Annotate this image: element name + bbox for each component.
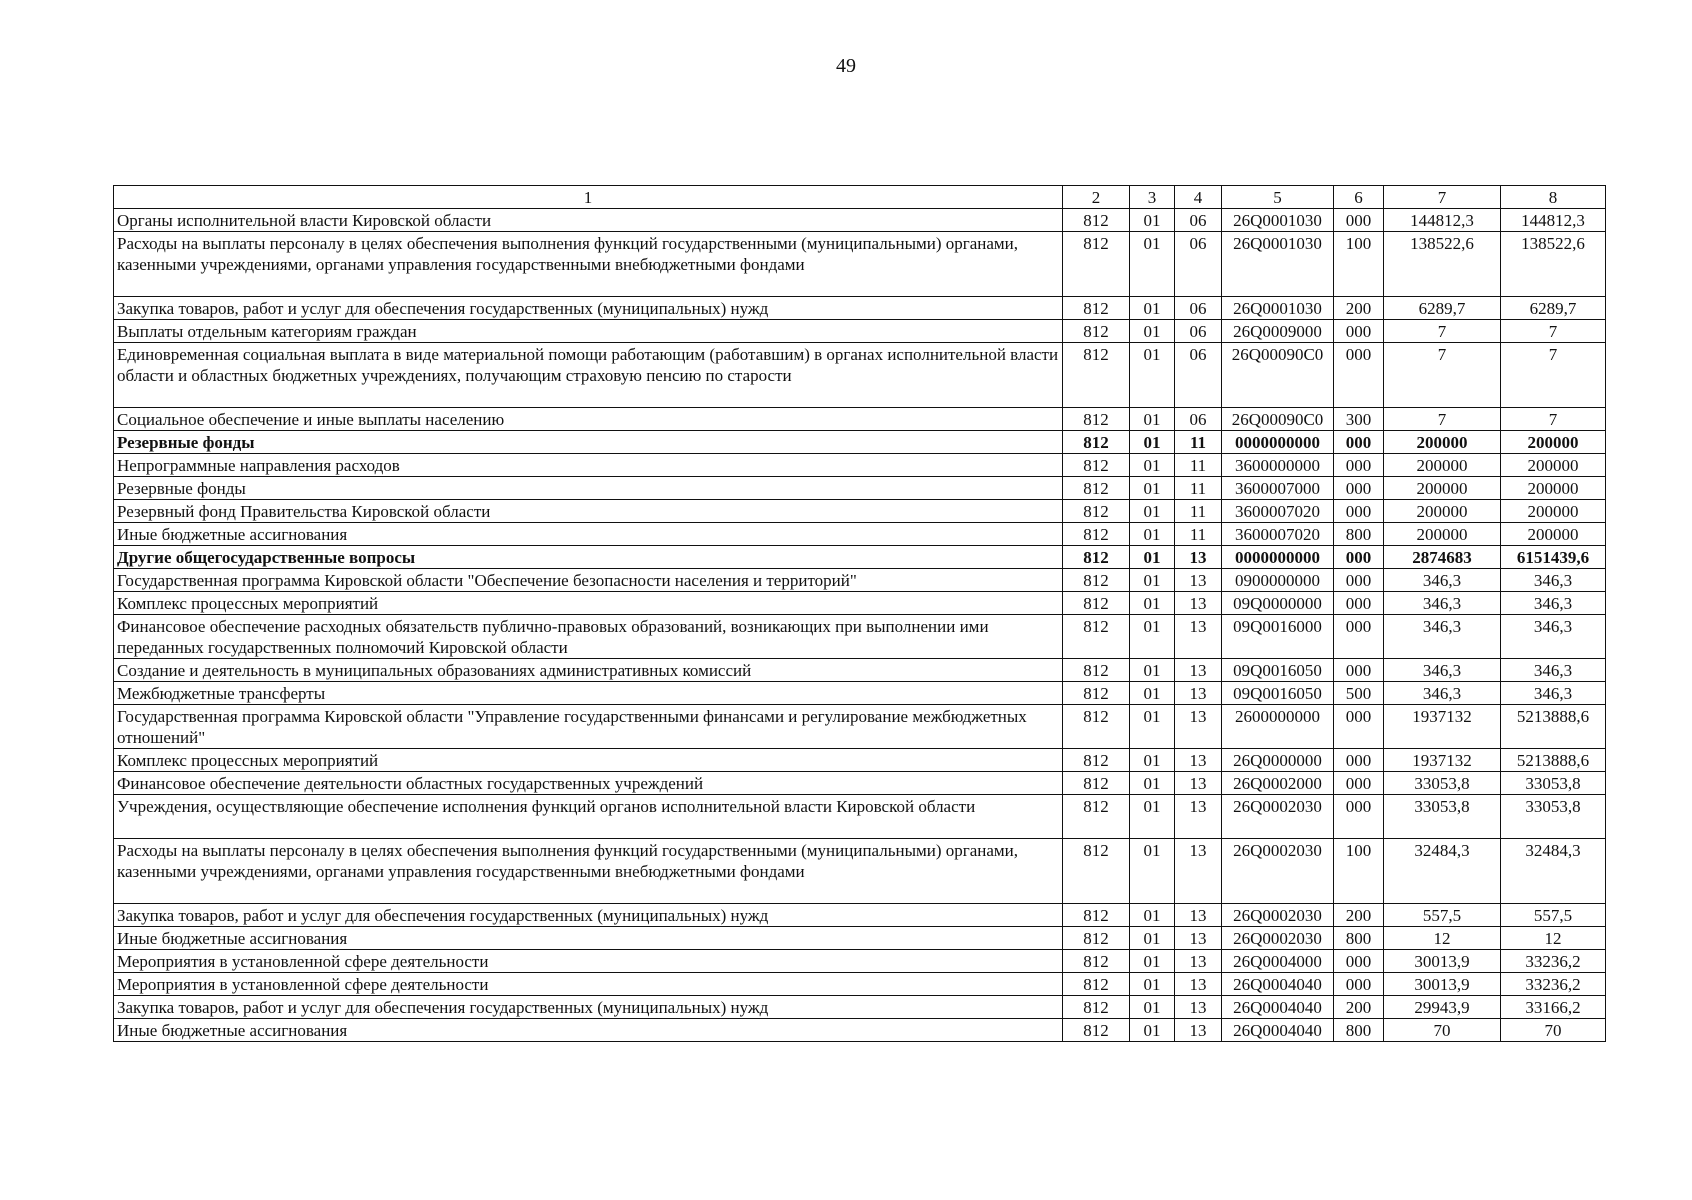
table-row xyxy=(114,927,1606,950)
row-amount-col7: 2874683 xyxy=(1384,546,1501,569)
row-code-ministry: 812 xyxy=(1063,749,1130,772)
row-code-expense-type: 000 xyxy=(1334,343,1384,408)
row-label: Расходы на выплаты персоналу в целях обеспечения выполнения функций государственными (муниципальными) органами, казенными учреждениями, органами управления государственными внебюджетными фондами xyxy=(114,232,1063,297)
table-body xyxy=(114,209,1606,1042)
table-row xyxy=(114,320,1606,343)
row-code-expense-type: 100 xyxy=(1334,232,1384,297)
header-cell: 4 xyxy=(1175,186,1222,209)
row-amount-col8: 33053,8 xyxy=(1501,795,1606,839)
row-code-section: 01 xyxy=(1130,569,1175,592)
page-number: 49 xyxy=(836,55,856,77)
row-amount-col8: 33053,8 xyxy=(1501,772,1606,795)
row-code-ministry: 812 xyxy=(1063,973,1130,996)
table-row xyxy=(114,973,1606,996)
row-code-section: 01 xyxy=(1130,705,1175,749)
row-code-target: 26Q00090C0 xyxy=(1222,343,1334,408)
row-code-target: 26Q0004040 xyxy=(1222,1019,1334,1042)
row-label: Мероприятия в установленной сфере деятельности xyxy=(114,973,1063,996)
row-code-expense-type: 000 xyxy=(1334,431,1384,454)
row-code-target: 26Q0001030 xyxy=(1222,232,1334,297)
row-amount-col7: 32484,3 xyxy=(1384,839,1501,904)
row-code-target: 3600007000 xyxy=(1222,477,1334,500)
row-code-subsection: 13 xyxy=(1175,546,1222,569)
row-code-expense-type: 200 xyxy=(1334,996,1384,1019)
row-code-target: 26Q0004040 xyxy=(1222,973,1334,996)
table-row xyxy=(114,209,1606,232)
row-code-ministry: 812 xyxy=(1063,408,1130,431)
row-code-target: 09Q0016050 xyxy=(1222,682,1334,705)
row-code-ministry: 812 xyxy=(1063,795,1130,839)
row-code-target: 26Q0002030 xyxy=(1222,904,1334,927)
row-code-expense-type: 800 xyxy=(1334,1019,1384,1042)
row-code-ministry: 812 xyxy=(1063,1019,1130,1042)
row-code-section: 01 xyxy=(1130,1019,1175,1042)
row-code-target: 09Q0000000 xyxy=(1222,592,1334,615)
row-label: Комплекс процессных мероприятий xyxy=(114,749,1063,772)
row-amount-col7: 33053,8 xyxy=(1384,795,1501,839)
table-row xyxy=(114,1019,1606,1042)
row-code-expense-type: 100 xyxy=(1334,839,1384,904)
row-code-ministry: 812 xyxy=(1063,546,1130,569)
row-code-target: 26Q0009000 xyxy=(1222,320,1334,343)
row-code-ministry: 812 xyxy=(1063,320,1130,343)
row-label: Выплаты отдельным категориям граждан xyxy=(114,320,1063,343)
row-code-section: 01 xyxy=(1130,477,1175,500)
table-row xyxy=(114,454,1606,477)
row-amount-col7: 1937132 xyxy=(1384,705,1501,749)
table-row xyxy=(114,592,1606,615)
row-amount-col8: 32484,3 xyxy=(1501,839,1606,904)
row-amount-col8: 200000 xyxy=(1501,454,1606,477)
table-row xyxy=(114,297,1606,320)
table-row xyxy=(114,523,1606,546)
row-code-expense-type: 000 xyxy=(1334,772,1384,795)
row-label: Межбюджетные трансферты xyxy=(114,682,1063,705)
row-label: Резервные фонды xyxy=(114,477,1063,500)
row-label: Органы исполнительной власти Кировской области xyxy=(114,209,1063,232)
row-code-target: 0900000000 xyxy=(1222,569,1334,592)
row-code-expense-type: 000 xyxy=(1334,477,1384,500)
row-code-target: 26Q0002000 xyxy=(1222,772,1334,795)
table-row xyxy=(114,500,1606,523)
table-row xyxy=(114,431,1606,454)
row-label: Резервные фонды xyxy=(114,431,1063,454)
row-code-target: 26Q0002030 xyxy=(1222,927,1334,950)
row-label: Государственная программа Кировской области "Обеспечение безопасности населения и территорий" xyxy=(114,569,1063,592)
row-code-section: 01 xyxy=(1130,523,1175,546)
row-amount-col8: 346,3 xyxy=(1501,592,1606,615)
header-cell: 2 xyxy=(1063,186,1130,209)
row-amount-col7: 7 xyxy=(1384,408,1501,431)
row-code-ministry: 812 xyxy=(1063,950,1130,973)
row-code-ministry: 812 xyxy=(1063,772,1130,795)
row-amount-col8: 346,3 xyxy=(1501,659,1606,682)
row-amount-col8: 200000 xyxy=(1501,431,1606,454)
row-code-section: 01 xyxy=(1130,996,1175,1019)
table-header-row xyxy=(114,186,1606,209)
row-code-subsection: 11 xyxy=(1175,431,1222,454)
row-amount-col8: 5213888,6 xyxy=(1501,705,1606,749)
row-code-target: 26Q0004000 xyxy=(1222,950,1334,973)
row-code-expense-type: 000 xyxy=(1334,454,1384,477)
row-code-expense-type: 000 xyxy=(1334,546,1384,569)
row-code-section: 01 xyxy=(1130,343,1175,408)
row-amount-col8: 138522,6 xyxy=(1501,232,1606,297)
row-amount-col7: 346,3 xyxy=(1384,615,1501,659)
row-code-target: 3600007020 xyxy=(1222,523,1334,546)
row-code-subsection: 13 xyxy=(1175,705,1222,749)
row-code-ministry: 812 xyxy=(1063,904,1130,927)
row-code-subsection: 13 xyxy=(1175,973,1222,996)
row-code-target: 2600000000 xyxy=(1222,705,1334,749)
row-code-section: 01 xyxy=(1130,772,1175,795)
row-amount-col8: 33236,2 xyxy=(1501,950,1606,973)
row-amount-col8: 7 xyxy=(1501,320,1606,343)
row-code-section: 01 xyxy=(1130,927,1175,950)
row-code-expense-type: 800 xyxy=(1334,927,1384,950)
row-code-target: 26Q0002030 xyxy=(1222,839,1334,904)
row-code-subsection: 06 xyxy=(1175,297,1222,320)
row-amount-col7: 200000 xyxy=(1384,477,1501,500)
row-code-section: 01 xyxy=(1130,682,1175,705)
row-code-subsection: 13 xyxy=(1175,839,1222,904)
row-code-ministry: 812 xyxy=(1063,592,1130,615)
row-code-subsection: 13 xyxy=(1175,659,1222,682)
row-code-ministry: 812 xyxy=(1063,523,1130,546)
row-code-subsection: 13 xyxy=(1175,772,1222,795)
row-label: Финансовое обеспечение расходных обязательств публично-правовых образований, возникающих при выполнении ими переданных государственных полномочий Кировской области xyxy=(114,615,1063,659)
row-amount-col7: 33053,8 xyxy=(1384,772,1501,795)
row-code-ministry: 812 xyxy=(1063,454,1130,477)
row-code-ministry: 812 xyxy=(1063,569,1130,592)
table-row xyxy=(114,232,1606,297)
row-code-subsection: 06 xyxy=(1175,320,1222,343)
row-code-ministry: 812 xyxy=(1063,659,1130,682)
table-row xyxy=(114,772,1606,795)
row-label: Закупка товаров, работ и услуг для обеспечения государственных (муниципальных) нужд xyxy=(114,996,1063,1019)
row-amount-col8: 70 xyxy=(1501,1019,1606,1042)
row-label: Иные бюджетные ассигнования xyxy=(114,927,1063,950)
row-label: Закупка товаров, работ и услуг для обеспечения государственных (муниципальных) нужд xyxy=(114,904,1063,927)
table-row xyxy=(114,996,1606,1019)
row-code-subsection: 13 xyxy=(1175,1019,1222,1042)
row-code-ministry: 812 xyxy=(1063,431,1130,454)
row-code-ministry: 812 xyxy=(1063,705,1130,749)
row-code-section: 01 xyxy=(1130,839,1175,904)
table-row xyxy=(114,749,1606,772)
row-amount-col8: 346,3 xyxy=(1501,682,1606,705)
row-code-expense-type: 000 xyxy=(1334,950,1384,973)
row-label: Другие общегосударственные вопросы xyxy=(114,546,1063,569)
row-code-subsection: 13 xyxy=(1175,795,1222,839)
row-code-subsection: 11 xyxy=(1175,454,1222,477)
row-label: Непрограммные направления расходов xyxy=(114,454,1063,477)
row-code-target: 3600000000 xyxy=(1222,454,1334,477)
row-code-ministry: 812 xyxy=(1063,927,1130,950)
row-code-target: 09Q0016000 xyxy=(1222,615,1334,659)
row-code-target: 3600007020 xyxy=(1222,500,1334,523)
row-code-section: 01 xyxy=(1130,500,1175,523)
row-code-section: 01 xyxy=(1130,454,1175,477)
row-label: Расходы на выплаты персоналу в целях обеспечения выполнения функций государственными (муниципальными) органами, казенными учреждениями, органами управления государственными внебюджетными фондами xyxy=(114,839,1063,904)
row-code-target: 26Q0002030 xyxy=(1222,795,1334,839)
row-amount-col8: 6151439,6 xyxy=(1501,546,1606,569)
row-amount-col8: 12 xyxy=(1501,927,1606,950)
table-row xyxy=(114,682,1606,705)
row-code-target: 26Q0001030 xyxy=(1222,297,1334,320)
row-amount-col7: 7 xyxy=(1384,343,1501,408)
row-label: Иные бюджетные ассигнования xyxy=(114,1019,1063,1042)
row-code-subsection: 13 xyxy=(1175,904,1222,927)
row-code-expense-type: 500 xyxy=(1334,682,1384,705)
row-amount-col7: 200000 xyxy=(1384,500,1501,523)
row-code-section: 01 xyxy=(1130,546,1175,569)
row-amount-col7: 29943,9 xyxy=(1384,996,1501,1019)
row-amount-col8: 6289,7 xyxy=(1501,297,1606,320)
row-code-subsection: 06 xyxy=(1175,232,1222,297)
row-code-expense-type: 200 xyxy=(1334,297,1384,320)
row-code-section: 01 xyxy=(1130,749,1175,772)
row-code-expense-type: 800 xyxy=(1334,523,1384,546)
row-amount-col8: 5213888,6 xyxy=(1501,749,1606,772)
row-amount-col7: 6289,7 xyxy=(1384,297,1501,320)
row-code-ministry: 812 xyxy=(1063,682,1130,705)
row-code-section: 01 xyxy=(1130,950,1175,973)
row-code-target: 26Q0004040 xyxy=(1222,996,1334,1019)
table-row xyxy=(114,477,1606,500)
row-amount-col7: 346,3 xyxy=(1384,569,1501,592)
row-code-subsection: 06 xyxy=(1175,343,1222,408)
row-code-section: 01 xyxy=(1130,209,1175,232)
row-code-expense-type: 000 xyxy=(1334,569,1384,592)
row-code-section: 01 xyxy=(1130,904,1175,927)
row-amount-col8: 557,5 xyxy=(1501,904,1606,927)
row-label: Создание и деятельность в муниципальных образованиях административных комиссий xyxy=(114,659,1063,682)
row-label: Финансовое обеспечение деятельности областных государственных учреждений xyxy=(114,772,1063,795)
header-cell: 7 xyxy=(1384,186,1501,209)
row-code-section: 01 xyxy=(1130,659,1175,682)
row-amount-col7: 1937132 xyxy=(1384,749,1501,772)
row-code-subsection: 13 xyxy=(1175,996,1222,1019)
row-code-ministry: 812 xyxy=(1063,615,1130,659)
row-code-expense-type: 000 xyxy=(1334,705,1384,749)
row-code-subsection: 13 xyxy=(1175,682,1222,705)
row-label: Социальное обеспечение и иные выплаты населению xyxy=(114,408,1063,431)
row-amount-col7: 7 xyxy=(1384,320,1501,343)
row-code-section: 01 xyxy=(1130,615,1175,659)
row-code-expense-type: 000 xyxy=(1334,795,1384,839)
row-code-section: 01 xyxy=(1130,431,1175,454)
row-code-section: 01 xyxy=(1130,973,1175,996)
row-code-section: 01 xyxy=(1130,408,1175,431)
row-code-ministry: 812 xyxy=(1063,343,1130,408)
row-code-ministry: 812 xyxy=(1063,477,1130,500)
table-row xyxy=(114,569,1606,592)
row-amount-col8: 144812,3 xyxy=(1501,209,1606,232)
row-code-ministry: 812 xyxy=(1063,209,1130,232)
row-code-subsection: 13 xyxy=(1175,950,1222,973)
row-label: Иные бюджетные ассигнования xyxy=(114,523,1063,546)
row-amount-col8: 7 xyxy=(1501,343,1606,408)
row-code-expense-type: 000 xyxy=(1334,615,1384,659)
row-code-expense-type: 000 xyxy=(1334,973,1384,996)
table-row xyxy=(114,615,1606,659)
row-code-subsection: 13 xyxy=(1175,569,1222,592)
row-code-section: 01 xyxy=(1130,795,1175,839)
row-label: Закупка товаров, работ и услуг для обеспечения государственных (муниципальных) нужд xyxy=(114,297,1063,320)
table-row xyxy=(114,839,1606,904)
row-code-section: 01 xyxy=(1130,297,1175,320)
row-amount-col7: 346,3 xyxy=(1384,659,1501,682)
row-amount-col7: 200000 xyxy=(1384,523,1501,546)
row-code-ministry: 812 xyxy=(1063,232,1130,297)
table-row xyxy=(114,705,1606,749)
row-amount-col8: 33166,2 xyxy=(1501,996,1606,1019)
header-cell: 5 xyxy=(1222,186,1334,209)
budget-table xyxy=(113,185,1606,1042)
row-code-expense-type: 000 xyxy=(1334,320,1384,343)
row-label: Государственная программа Кировской области "Управление государственными финансами и регулирование межбюджетных отношений" xyxy=(114,705,1063,749)
row-code-ministry: 812 xyxy=(1063,297,1130,320)
header-cell: 8 xyxy=(1501,186,1606,209)
row-amount-col7: 346,3 xyxy=(1384,592,1501,615)
row-code-target: 26Q0001030 xyxy=(1222,209,1334,232)
row-amount-col7: 138522,6 xyxy=(1384,232,1501,297)
row-code-ministry: 812 xyxy=(1063,839,1130,904)
row-code-subsection: 06 xyxy=(1175,408,1222,431)
row-amount-col7: 12 xyxy=(1384,927,1501,950)
table-row xyxy=(114,659,1606,682)
row-amount-col8: 346,3 xyxy=(1501,569,1606,592)
row-code-expense-type: 000 xyxy=(1334,749,1384,772)
row-amount-col7: 30013,9 xyxy=(1384,950,1501,973)
row-amount-col8: 7 xyxy=(1501,408,1606,431)
row-code-section: 01 xyxy=(1130,592,1175,615)
row-code-target: 0000000000 xyxy=(1222,431,1334,454)
row-label: Комплекс процессных мероприятий xyxy=(114,592,1063,615)
row-label: Мероприятия в установленной сфере деятельности xyxy=(114,950,1063,973)
row-code-target: 26Q00090C0 xyxy=(1222,408,1334,431)
row-code-expense-type: 000 xyxy=(1334,659,1384,682)
row-code-expense-type: 000 xyxy=(1334,500,1384,523)
row-amount-col8: 33236,2 xyxy=(1501,973,1606,996)
table-row xyxy=(114,546,1606,569)
row-code-section: 01 xyxy=(1130,320,1175,343)
row-amount-col7: 144812,3 xyxy=(1384,209,1501,232)
row-code-target: 26Q0000000 xyxy=(1222,749,1334,772)
row-amount-col7: 200000 xyxy=(1384,454,1501,477)
row-code-expense-type: 000 xyxy=(1334,209,1384,232)
table-row xyxy=(114,904,1606,927)
row-amount-col8: 200000 xyxy=(1501,500,1606,523)
row-code-ministry: 812 xyxy=(1063,500,1130,523)
header-cell: 3 xyxy=(1130,186,1175,209)
header-cell: 1 xyxy=(114,186,1063,209)
row-amount-col8: 200000 xyxy=(1501,523,1606,546)
row-code-subsection: 13 xyxy=(1175,615,1222,659)
table-row xyxy=(114,950,1606,973)
row-code-target: 0000000000 xyxy=(1222,546,1334,569)
row-label: Учреждения, осуществляющие обеспечение исполнения функций органов исполнительной власти Кировской области xyxy=(114,795,1063,839)
row-code-subsection: 11 xyxy=(1175,523,1222,546)
row-code-ministry: 812 xyxy=(1063,996,1130,1019)
row-code-section: 01 xyxy=(1130,232,1175,297)
row-code-subsection: 13 xyxy=(1175,927,1222,950)
row-label: Резервный фонд Правительства Кировской области xyxy=(114,500,1063,523)
row-code-subsection: 11 xyxy=(1175,477,1222,500)
table-row xyxy=(114,795,1606,839)
row-amount-col7: 70 xyxy=(1384,1019,1501,1042)
row-amount-col8: 346,3 xyxy=(1501,615,1606,659)
header-cell: 6 xyxy=(1334,186,1384,209)
row-amount-col7: 200000 xyxy=(1384,431,1501,454)
row-code-subsection: 13 xyxy=(1175,749,1222,772)
row-amount-col7: 557,5 xyxy=(1384,904,1501,927)
row-code-expense-type: 200 xyxy=(1334,904,1384,927)
row-code-expense-type: 300 xyxy=(1334,408,1384,431)
row-label: Единовременная социальная выплата в виде материальной помощи работающим (работавшим) в органах исполнительной власти области и областных бюджетных учреждениях, получающим страховую пенсию по старости xyxy=(114,343,1063,408)
row-code-subsection: 13 xyxy=(1175,592,1222,615)
table-row xyxy=(114,343,1606,408)
row-code-subsection: 11 xyxy=(1175,500,1222,523)
table-row xyxy=(114,408,1606,431)
row-amount-col7: 346,3 xyxy=(1384,682,1501,705)
row-amount-col7: 30013,9 xyxy=(1384,973,1501,996)
row-code-subsection: 06 xyxy=(1175,209,1222,232)
row-code-expense-type: 000 xyxy=(1334,592,1384,615)
row-code-target: 09Q0016050 xyxy=(1222,659,1334,682)
row-amount-col8: 200000 xyxy=(1501,477,1606,500)
